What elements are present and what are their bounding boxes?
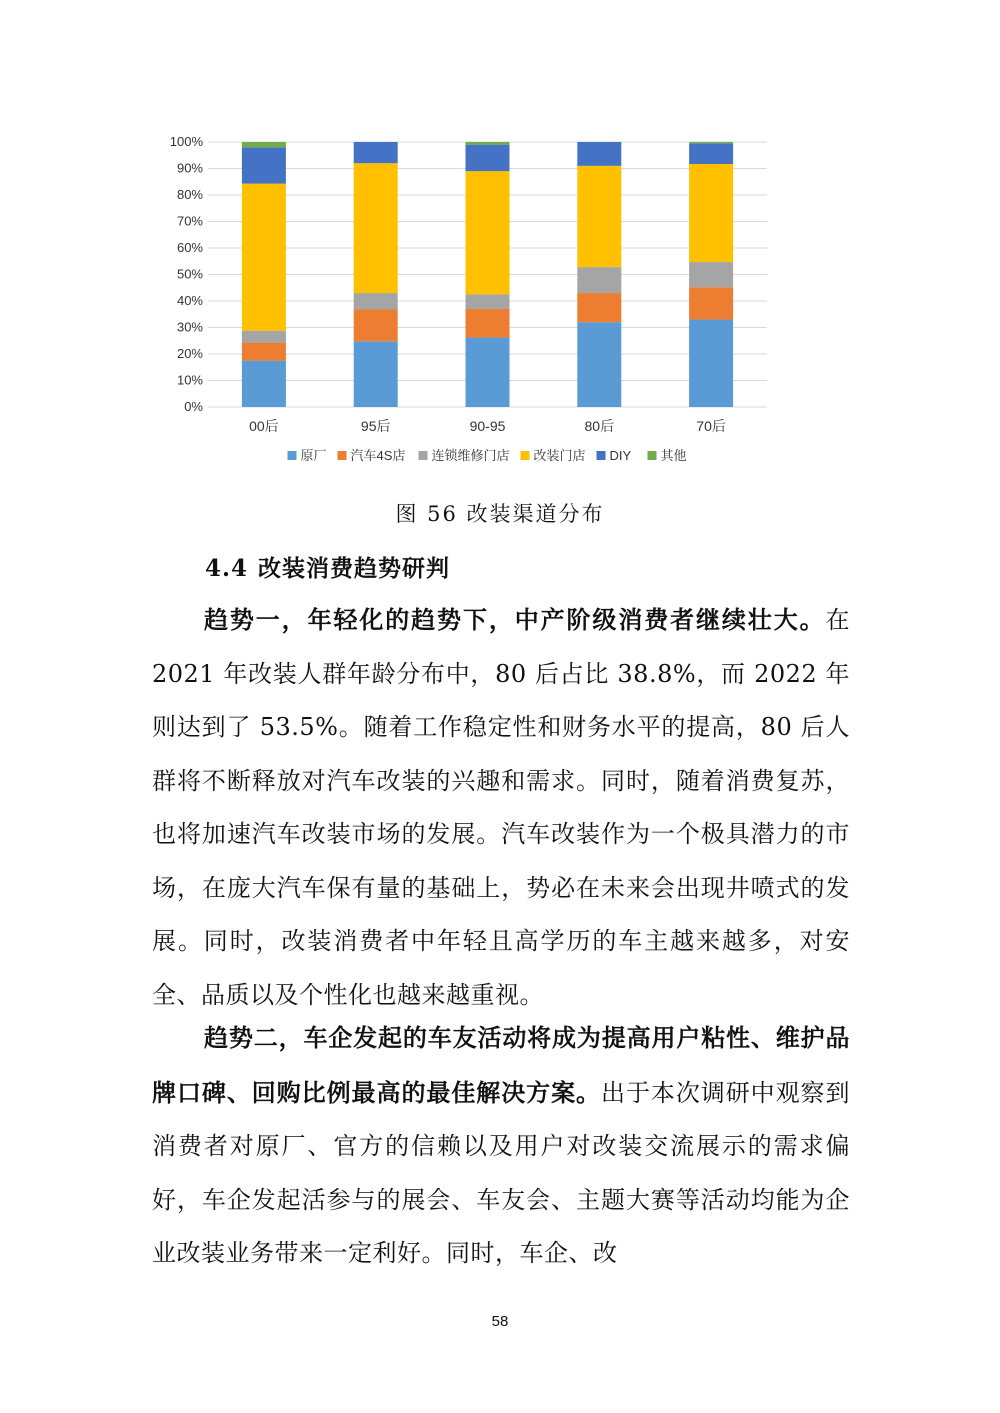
bar-segment [242,147,286,183]
paragraph-trend-one [152,593,850,1022]
bar-segment [466,171,510,294]
y-tick-label: 50% [176,266,203,282]
bar-segment [242,142,286,147]
paragraph-lead: 趋势二，车企发起的车友活动将成为提高用户粘性、维护品牌口碑、回购比例最高的最佳解决方案。 [152,1023,850,1107]
bar-segment [577,166,621,267]
section-number: 4.4 [205,555,249,582]
figure-caption: 图 56 改装渠道分布 [395,502,605,526]
y-tick-label: 90% [176,160,203,176]
legend-label: 原厂 [300,448,327,463]
bar-segment [466,294,510,309]
paragraph-lead: 趋势一，年轻化的趋势下，中产阶级消费者继续壮大。 [204,605,826,634]
bar-segment [689,143,733,164]
bar-segment [689,262,733,287]
y-tick-label: 80% [176,187,203,202]
page-number: 58 [491,1313,509,1330]
legend-swatch [419,451,428,460]
y-tick-label: 0% [184,399,203,414]
paragraph-body: 在 2021 年改装人群年龄分布中，80 后占比 38.8%，而 2022 年则达到了 53.5%。随着工作稳定性和财务水平的提高，80 后人群将不断释放对汽车改装的兴趣和需求。同时，随着消费复苏，也将加速汽车改装市场的发展。汽车改装作为一个极具潜力的市场，在庞大汽车保有量的基础上，势必在未来会出现井喷式的发展。同时，改装消费者中年轻且高学历的车主越来越多，对安全、品质以及个性化也越来越重视。 [152,606,850,1009]
y-tick-label: 40% [176,293,203,308]
legend-label: 改装门店 [533,448,586,463]
legend-swatch [648,451,657,460]
bar-segment [242,343,286,361]
x-tick-label: 00后 [249,418,279,434]
bar-segment [242,331,286,343]
bar-segment [466,142,510,145]
x-tick-label: 90-95 [469,418,506,434]
legend-label: 其他 [660,448,687,463]
bar-segment [242,184,286,331]
bar-segment [577,293,621,322]
bar-segment [242,361,286,407]
section-heading [205,550,450,583]
x-axis-ticks [249,418,726,434]
y-tick-label: 20% [176,346,203,361]
legend [288,448,687,463]
bar-segment [354,309,398,341]
bar-segment [689,320,733,407]
y-tick-label: 30% [176,319,203,335]
bar-segment [354,142,398,163]
bar-segment [354,341,398,407]
stacked-bar-chart [150,128,850,478]
bar-segment [354,293,398,309]
legend-label: 汽车4S店 [350,448,406,463]
y-axis-ticks [170,134,204,414]
y-tick-label: 100% [169,134,203,149]
section-title: 改装消费趋势研判 [258,555,451,582]
x-tick-label: 95后 [360,418,391,434]
legend-label: 连锁维修门店 [431,448,510,463]
bar-segment [577,267,621,293]
bar-segment [577,142,621,166]
legend-swatch [521,451,530,460]
x-tick-label: 80后 [584,418,615,434]
paragraph-body: 出于本次调研中观察到消费者对原厂、官方的信赖以及用户对改装交流展示的需求偏好，车企发起活参与的展会、车友会、主题大赛等活动均能为企业改装业务带来一定利好。同时，车企、改 [152,1078,850,1267]
paragraph-trend-two [152,1011,850,1281]
y-tick-label: 60% [176,240,203,255]
legend-label: DIY [609,448,632,463]
x-tick-label: 70后 [696,418,726,434]
bar-segment [689,164,733,262]
y-tick-label: 70% [176,213,203,229]
legend-swatch [338,451,347,460]
bar-segment [466,145,510,172]
bar-segment [577,322,621,407]
legend-swatch [597,451,606,460]
bar-segment [689,287,733,319]
bar-segment [354,163,398,293]
legend-swatch [288,451,297,460]
bar-segment [466,338,510,407]
bar-segment [466,309,510,338]
y-tick-label: 10% [176,372,203,388]
bar-segment [689,142,733,143]
